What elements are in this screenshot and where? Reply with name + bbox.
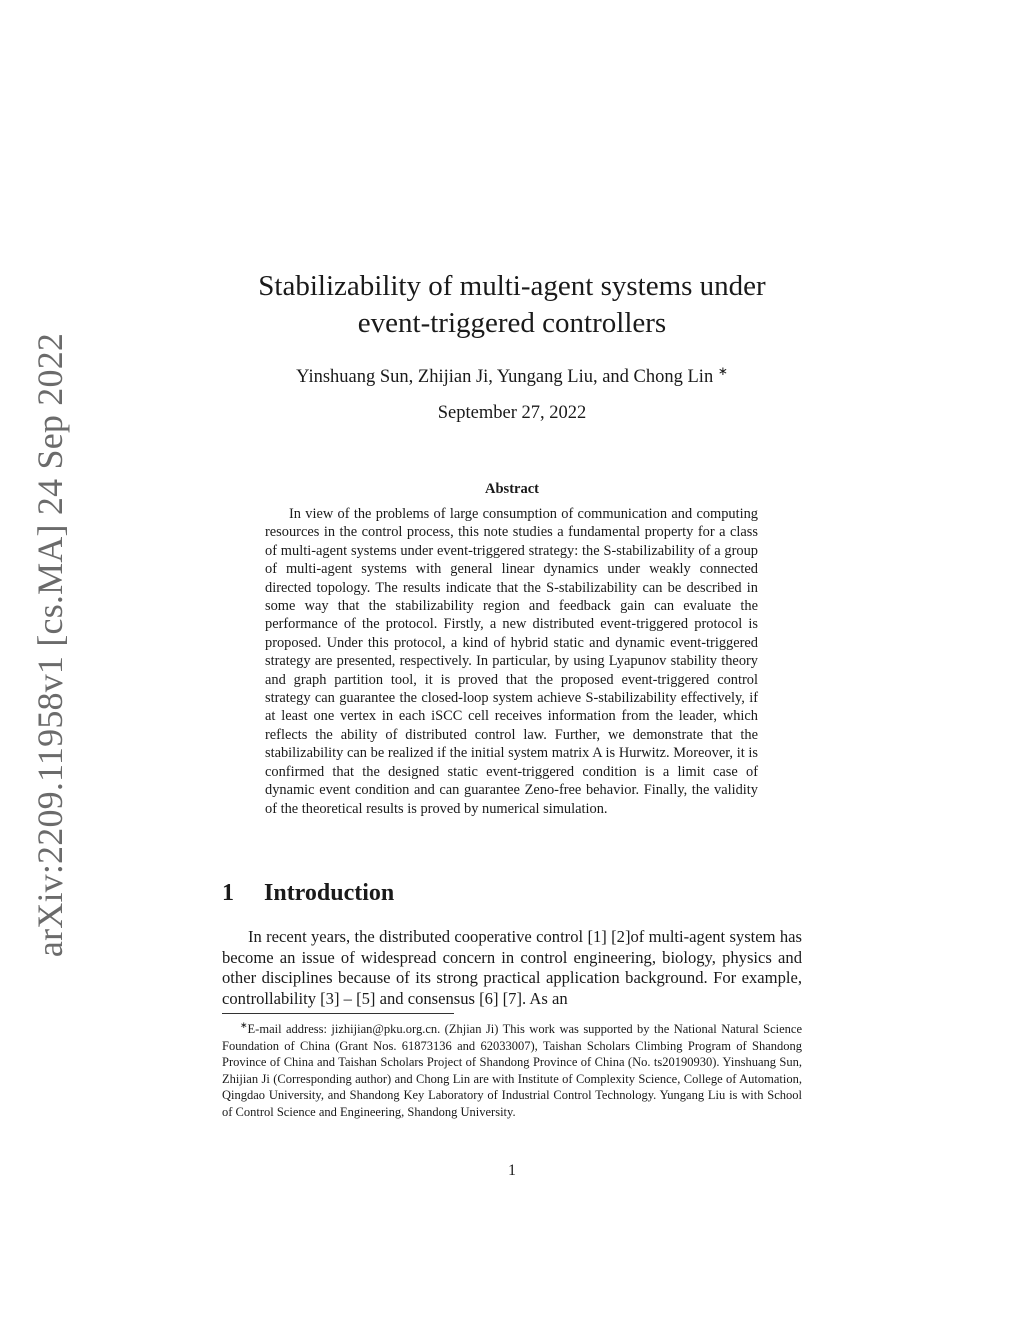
paper-date: September 27, 2022: [437, 403, 587, 423]
author-footnote-mark[interactable]: ∗: [717, 364, 728, 378]
section-number: 1: [222, 880, 234, 906]
footnote-divider: [222, 1013, 454, 1014]
page-number: 1: [508, 1162, 516, 1179]
abstract-text: In view of the problems of large consumption of communication and computing resources in the control process, this note studies a fundamental property for a class of multi-agent systems under event-triggered strategy: the S-stabilizability of a group of multi-agent systems with general linear dynamics under weakly connected directed topology. The results indicate that the S-stabilizability can be described in some way that the stabilizability region and feedback gain can evaluate the performance of the protocol. Firstly, a new distributed event-triggered protocol is proposed. Under this protocol, a kind of hybrid static and dynamic event-triggered strategy are presented, respectively. In particular, by using Lyapunov stability theory and graph partition tool, it is proved that the proposed event-triggered control strategy can guarantee the closed-loop system achieve S-stabilizability effectively, if at least one vertex in each iSCC cell receives information from the leader, which reflects the ability of distributed control law. Further, we demonstrate that the stabilizability can be realized if the initial system matrix A is Hurwitz. Moreover, it is confirmed that the designed static event-triggered condition is a limit case of dynamic event condition and can guarantee Zeno-free behavior. Finally, the validity of the theoretical results is proved by numerical simulation.: [265, 506, 758, 817]
abstract-heading: Abstract: [485, 481, 539, 497]
authors-text: Yinshuang Sun, Zhijian Ji, Yungang Liu, and Chong Lin: [296, 367, 714, 388]
arxiv-identifier-stamp: arXiv:2209.11958v1 [cs.MA] 24 Sep 2022: [30, 332, 70, 958]
title-line-1: Stabilizability of multi-agent systems under: [258, 270, 766, 302]
footnote-mark: ∗: [240, 1020, 248, 1030]
title-line-2: event-triggered controllers: [357, 307, 667, 339]
section-title: Introduction: [264, 880, 395, 906]
footnote: [222, 1017, 802, 1120]
paper-title: [222, 268, 802, 342]
author-list: [222, 364, 802, 388]
section-heading-introduction: [222, 880, 394, 907]
introduction-paragraph: In recent years, the distributed cooperative control [1] [2]of multi-agent system has become an issue of widespread concern in control engineering, biology, physics and other disciplines because of its strong practical application background. For example, controllability [3] – [5] and consensus [6] [7]. As an: [222, 927, 802, 1008]
footnote-text: E-mail address: jizhijian@pku.org.cn. (Zhjian Ji) This work was supported by the National Natural Science Foundation of China (Grant Nos. 61873136 and 62033007), Taishan Scholars Climbing Program of Shandong Province of China and Taishan Scholars Project of Shandong Province of China (No. ts20190930). Yinshuang Sun, Zhijian Ji (Corresponding author) and Chong Lin are with Institute of Complexity Science, College of Automation, Qingdao University, and Shandong Key Laboratory of Industrial Control Technology. Yungang Liu is with School of Control Science and Engineering, Shandong University.: [222, 1022, 802, 1119]
